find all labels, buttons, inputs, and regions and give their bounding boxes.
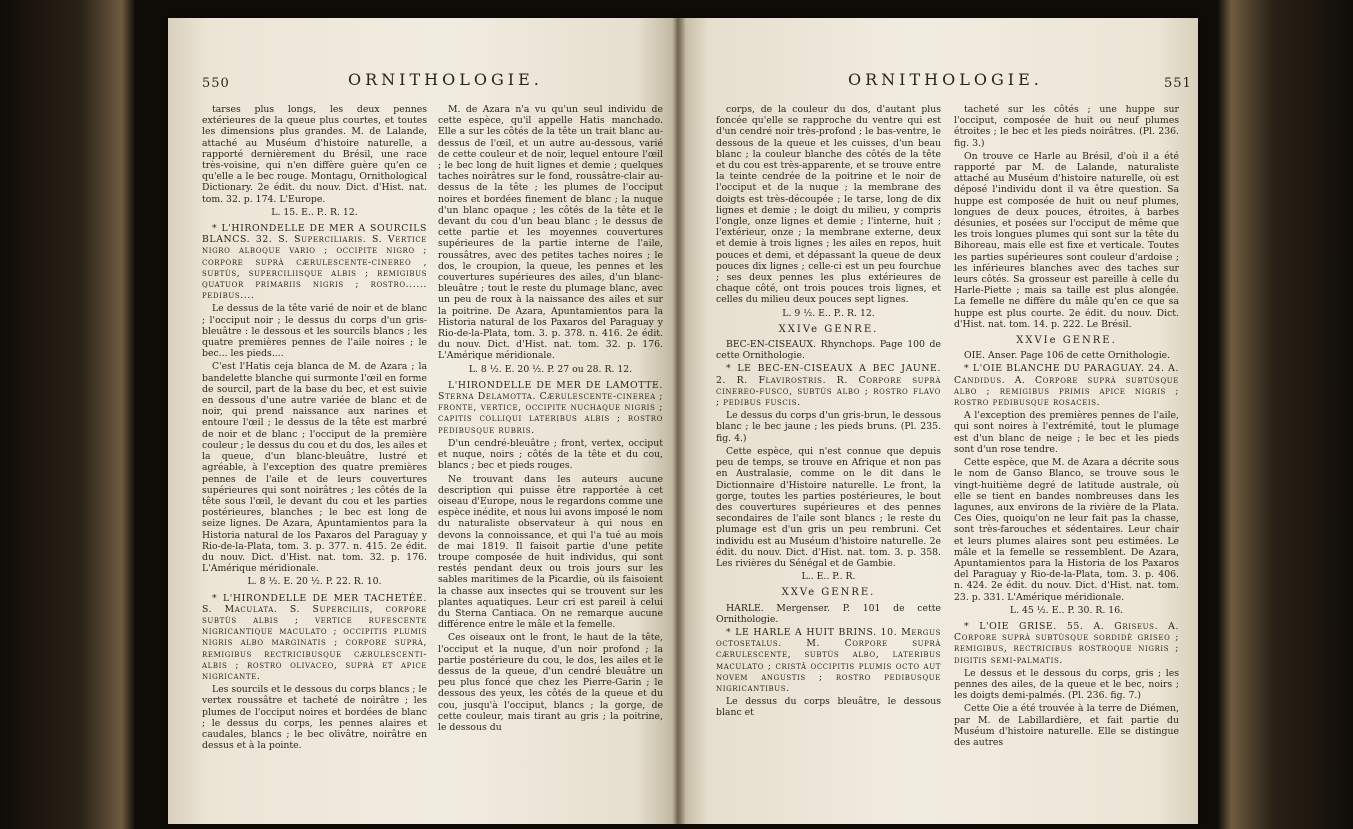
species-entry-heading: * L'OIE GRISE. 55. A. Griseus. A. Corpore suprà subtùsque sordidè griseo ; remigibus, rectricibus rostroque nigris ; digitis semi-palmatis. xyxy=(954,620,1179,666)
paragraph: Le dessus du corps d'un gris-brun, le dessous blanc ; le bec jaune ; les pieds bruns. (Pl. 235. fig. 4.) xyxy=(716,410,941,444)
genus-intro: BEC-EN-CISEAUX. Rhynchops. Page 100 de cette Ornithologie. xyxy=(716,339,941,362)
book-gutter xyxy=(672,18,686,824)
paragraph: D'un cendré-bleuâtre ; front, vertex, occiput et nuque, noirs ; côtés de la tête et du cou, blancs ; bec et pieds rouges. xyxy=(438,437,663,472)
left-column-2 xyxy=(438,104,663,735)
species-entry-heading: L'HIRONDELLE DE MER DE LAMOTTE. Sterna Delamotta. Cærulescente-cinerea ; fronte, vertice, occipite nuchaque nigris ; capitis colliqui lateribus albis ; rostro pedibusque rubris. xyxy=(438,379,664,436)
right-page-number: 551 xyxy=(1164,76,1192,91)
genus-heading: XXVIe GENRE. xyxy=(1016,335,1117,347)
species-entry-heading: * LE HARLE A HUIT BRINS. 10. Mergus octosetalus. M. Corpore suprà cærulescente, subtùs albo, lateribus maculato ; cristâ occipitis plumis octo aut novem angustis ; rostro pedibusque nigricantibus. xyxy=(716,626,941,694)
genus-heading: XXVe GENRE. xyxy=(781,587,876,599)
paragraph: Cette Oie a été trouvée à la terre de Diémen, par M. de Labillardière, et fait partie du Muséum d'histoire naturelle. Elle se distingue des autres xyxy=(954,703,1179,748)
measurement-line: L. 15. E.. P.. R. 12. xyxy=(271,206,358,218)
left-page-number: 550 xyxy=(202,76,230,91)
measurement-line: L. 9 ½. E.. P.. R. 12. xyxy=(782,307,875,319)
left-column-1 xyxy=(202,104,427,753)
paragraph: Les sourcils et le dessous du corps blancs ; le vertex roussâtre et tacheté de noirâtre ; les plumes de l'occiput noires et bordées de blanc ; le dessus du corps, les pennes alaires et caudales, blancs ; le bec olivâtre, noirâtre en dessus et à la pointe. xyxy=(202,684,427,752)
paragraph: corps, de la couleur du dos, d'autant plus foncée qu'elle se rapproche du ventre qui est d'un cendré noir très-profond ; le bas-ventre, le dessous de la queue et les cuisses, d'un beau blanc ; la couleur blanche des côtés de la tête et du cou est très-apparente, et se trouve entre la teinte cendrée de la poitrine et le noir de l'occiput et de la nuque ; la membrane des doigts est très-découpée ; le tarse, long de dix lignes et demie ; le doigt du milieu, y compris l'ongle, onze lignes et demie ; l'interne, huit ; l'extérieur, onze ; la membrane externe, deux et demie à trois lignes ; les ailes en repos, huit pouces et demi, et dépassant la queue de deux pouces dix lignes ; celle-ci est un peu fourchue ; ses deux pennes les plus extérieures de chaque côté, ont trois pouces trois lignes, et celles du milieu deux pouces sept lignes. xyxy=(716,104,941,306)
measurement-line: L. 45 ½. E.. P. 30. R. 16. xyxy=(1009,604,1124,616)
left-running-head: ORNITHOLOGIE. xyxy=(348,70,543,89)
paragraph: Le dessus du corps bleuâtre, le dessous blanc et xyxy=(716,696,941,719)
paragraph: Cette espèce, qui n'est connue que depuis peu de temps, se trouve en Afrique et non pas en Australasie, comme on le dit dans le Dictionnaire d'Histoire naturelle. Le front, la gorge, toutes les parties postérieures, le bout des couvertures supérieures et des pennes secondaires de l'aile sont blancs ; le reste du plumage est d'un gris un peu rembruni. Cet individu est au Muséum d'histoire naturelle. 2e édit. du nouv. Dict. d'Hist. nat. tom. 3. p. 358. Les rivières du Sénégal et de Gambie. xyxy=(716,445,941,569)
measurement-line: L. 8 ½. E. 20 ½. P. 27 ou 28. R. 12. xyxy=(468,363,633,375)
species-entry-heading: * L'HIRONDELLE DE MER TACHETÉE. S. Maculata. S. Superciliis, corpore subtùs albis ; vertice rufescente nigricantique maculato ; occipitis plumis nigris albo marginatis ; corpore suprà, remigibus rectricibusque cærulescenti-albis ; rostro olivaceo, suprà et apice nigricante. xyxy=(202,592,427,682)
species-entry-heading: * LE BEC-EN-CISEAUX A BEC JAUNE. 2. R. Flavirostris. R. Corpore suprà cinereo-fusco, subtùs albo ; rostro flavo ; pedibus fuscis. xyxy=(716,363,941,409)
paragraph: tacheté sur les côtés ; une huppe sur l'occiput, composée de huit ou neuf plumes étroites ; le bec et les pieds noirâtres. (Pl. 236. fig. 3.) xyxy=(954,104,1179,149)
species-entry-heading: * L'HIRONDELLE DE MER A SOURCILS BLANCS. 32. S. Superciliaris. S. Vertice nigro alboque vario ; occipite nigro ; corpore suprà cærulescente-cinereo , subtùs, superciliisque albis ; remigibus quatuor primariis nigris ; rostro...... pedibus.... xyxy=(202,223,427,302)
right-running-head: ORNITHOLOGIE. xyxy=(848,70,1043,89)
species-entry-heading: * L'OIE BLANCHE DU PARAGUAY. 24. A. Candidus. A. Corpore suprà subtùsque albo ; remigibus primis apice nigris ; rostro pedibusque rosaceis. xyxy=(954,363,1179,409)
paragraph: Ces oiseaux ont le front, le haut de la tête, l'occiput et la nuque, d'un noir profond ; la partie postérieure du cou, le dos, les ailes et le dessus de la queue, d'un cendré bleuâtre un peu plus foncé que chez les Pierre-Garin ; le dessous des yeux, les côtés de la queue et du cou, jusqu'à l'occiput, blancs ; la gorge, de cette couleur, mais tirant au gris ; la poitrine, le dessous du xyxy=(438,632,663,733)
paragraph: Cette espèce, que M. de Azara a décrite sous le nom de Ganso Blanco, se trouve sous le vingt-huitième degré de latitude australe, où elle se tient en bandes nombreuses dans les lagunes, aux environs de la rivière de la Plata. Ces Oies, quoiqu'on ne leur fait pas la chasse, sont très-farouches et sédentaires. Leur chair et leurs plumes alaires sont peu estimées. Le mâle et la femelle se ressemblent. De Azara, Apuntamientos para la Historia de los Paxaros del Paraguay y Rio-de-la-Plata, tom. 3. p. 406. n. 424. 2e édit. du nouv. Dict. d'Hist. nat. tom. 23. p. 331. L'Amérique méridionale. xyxy=(954,457,1179,603)
right-page xyxy=(678,18,1198,824)
paragraph: Le dessus de la tête varié de noir et de blanc ; l'occiput noir ; le dessus du corps d'un gris-bleuâtre : le dessous et les sourcils blancs ; les quatre premières pennes de l'aile noires ; le bec... les pieds.... xyxy=(202,303,427,360)
genus-intro: OIE. Anser. Page 106 de cette Ornithologie. xyxy=(964,350,1171,362)
measurement-line: L.. E.. P.. R. xyxy=(801,571,856,583)
paragraph: C'est l'Hatis ceja blanca de M. de Azara ; la bandelette blanche qui surmonte l'œil en forme de sourcil, part de la base du bec, et est suivie en dessous d'une autre variée de blanc et de noir, qui prend naissance aux narines et entoure l'œil ; le dessus de la tête est marbré de noir et de blanc ; l'occiput de la première couleur ; le dessus du cou et du dos, les ailes et la queue, d'un blanc-bleuâtre, lustré et agréable, à l'exception des quatre premières pennes de l'aile et de leurs couvertures supérieures qui sont noirâtres ; les côtés de la tête sous l'œil, le devant du cou et les parties postérieures, blanches ; le bec est long de seize lignes. De Azara, Apuntamientos para la Historia natural de los Paxaros del Paraguay y Rio-de-la-Plata, tom. 3. p. 377. n. 415. 2e édit. du nouv. Dict. d'Hist. nat. tom. 32. p. 176. L'Amérique méridionale. xyxy=(202,361,427,575)
measurement-line: L. 8 ½. E. 20 ½. P. 22. R. 10. xyxy=(247,576,382,588)
right-column-1 xyxy=(716,104,941,721)
paragraph: tarses plus longs, les deux pennes extérieures de la queue plus courtes, et toutes les dimensions plus grandes. M. de Lalande, attaché au Muséum d'histoire naturelle, a rapporté dernièrement du Brésil, une race très-voisine, qui n'en diffère guère qu'en ce qu'elle a le bec rouge. Montagu, Ornithological Dictionary. 2e édit. du nouv. Dict. d'Hist. nat. tom. 32. p. 174. L'Europe. xyxy=(202,104,427,205)
paragraph: On trouve ce Harle au Brésil, d'où il a été rapporté par M. de Lalande, naturaliste attaché au Muséum d'histoire naturelle, où est déposé l'individu dont il va être question. Sa huppe est composée de huit ou neuf plumes, longues de deux pouces, étroites, à barbes désunies, et posées sur l'occiput de même que les trois longues plumes qui sont sur la tête du Bihoreau, mais elle est fixe et verticale. Toutes les parties supérieures sont couleur d'ardoise ; les inférieures blanches avec des taches sur leurs côtés. Sa grosseur est pareille à celle du Harle-Piette ; mais sa taille est plus alongée. La femelle ne diffère du mâle qu'en ce que sa huppe est plus courte. 2e édit. du nouv. Dict. d'Hist. nat. tom. 14. p. 222. Le Brésil. xyxy=(954,150,1179,330)
genus-heading: XXIVe GENRE. xyxy=(778,323,879,335)
left-page xyxy=(168,18,678,824)
right-column-2 xyxy=(954,104,1179,750)
paragraph: Le dessus et le dessous du corps, gris ; les pennes des ailes, de la queue et le bec, noirs ; les doigts demi-palmés. (Pl. 236. fig. 7.) xyxy=(954,667,1179,702)
paragraph: M. de Azara n'a vu qu'un seul individu de cette espèce, qu'il appelle Hatis manchado. Elle a sur les côtés de la tête un trait blanc au-dessus de l'œil, et un autre au-dessous, varié de cette couleur et de noir, lequel entoure l'œil ; le bec long de huit lignes et demie ; quelques taches noirâtres sur le fond, roussâtre-clair au-dessus de la tête ; les plumes de l'occiput noires et bordées finement de blanc ; la nuque d'un blanc opaque ; les côtés de la tête et le devant du cou d'un beau blanc ; le dessus de cette partie et les moyennes couvertures supérieures de la partie interne de l'aile, roussâtres, avec des petites taches noires ; le dos, le croupion, la queue, les pennes et les couvertures supérieures des ailes, d'un blanc-bleuâtre ; tout le reste du plumage blanc, avec un peu de roux à la naissance des ailes et sur la poitrine. De Azara, Apuntamientos para la Historia natural de los Paxaros del Paraguay y Rio-de-la-Plata, tom. 3. p. 378. n. 416. 2e édit. du nouv. Dict. d'Hist. nat. tom. 32. p. 176. L'Amérique méridionale. xyxy=(438,104,663,362)
genus-intro: HARLE. Mergenser. P. 101 de cette Ornithologie. xyxy=(716,602,941,625)
paragraph: A l'exception des premières pennes de l'aile, qui sont noires à l'extrémité, tout le plumage est d'un blanc de neige ; le bec et les pieds sont d'un rose tendre. xyxy=(954,410,1179,455)
paragraph: Ne trouvant dans les auteurs aucune description qui puisse être rapportée à cet oiseau d'Europe, nous le regardons comme une espèce inédite, et nous lui avons imposé le nom du naturaliste observateur à qui nous en devons la connoissance, et qui l'a tué au mois de mai 1819. Il faisoit partie d'une petite troupe composée de huit individus, qui sont restés pendant deux ou trois jours sur les sables maritimes de la Picardie, où ils faisoient la chasse aux insectes qui se trouvent sur les plantes aquatiques. Leur cri est pareil à celui du Sterna Cantiaca. On ne remarque aucune différence entre le mâle et la femelle. xyxy=(438,473,663,631)
